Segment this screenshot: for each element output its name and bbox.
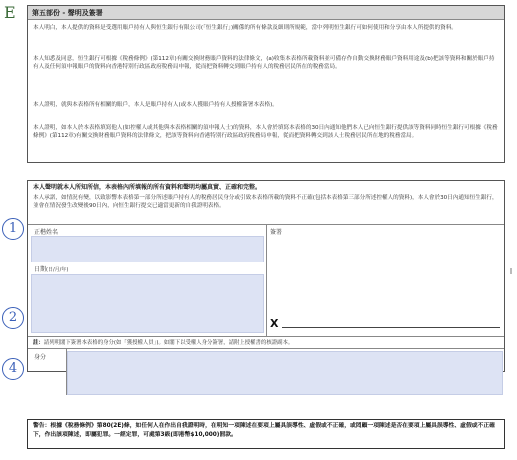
paragraph-consent: 本人知悉及同意，恒生銀行可根據《稅務條例》(第112章)有關交換財務賬戶資料的法律條文，(a)收集本表格所載資料並可備存作自動交換財務賬戶資料用途及(b)把該等資料和關於賬戶持有人及任何須申報賬戶的資料向香港特別行政區政府稅務局申報，從而把資料轉交到賬戶持有人的稅務居民所在的稅務當局。	[33, 56, 495, 71]
paragraph-data-usage: 本人明白，本人提供的資料是受選用賬戶持有人與恒生銀行有限公司(「恒生銀行」)關係的所有條款及細則所規範，當中列明恒生銀行可如何使用和分享由本人所提供的資料。	[33, 25, 457, 31]
section-title: 第五部份 - 聲明及簽署	[28, 6, 504, 20]
paragraph-third-party: 本人證明，如本人於本表格填寫他人(如控權人或其他與本表格相關的須申報人士)的資料，本人會於填寫本表格的30日內通知他們本人已向恒生銀行提供該等資料同時恒生銀行可根據《稅務條例》(第112章)有關交換財務賬戶資料的法律條文，把該等資料向香港特別行政區政府稅務局申報，從而把資料轉交到該人士稅務居民所在地的稅務當局。	[33, 125, 498, 140]
signing-capacity-note	[33, 339, 499, 347]
declaration-undertaking: 本人承諾，如情況有變，以致影響本表格第一部分所述賬戶持有人的稅務居民身分或引致本表格所載的資料不正確(包括本表格第三部分所述控權人的資料)，本人會於30日內通知恒生銀行，並會在情況發生改變後90日內，向恒生銀行提交已適當更新的自我證明表格。	[33, 195, 498, 210]
date-label	[34, 264, 68, 273]
date-format-hint: (日/月/年)	[46, 267, 69, 273]
divider	[28, 348, 504, 349]
edge-mark	[510, 268, 512, 274]
marker-circle-1: 1	[2, 218, 24, 240]
note-prefix: 註：	[33, 340, 44, 346]
divider	[28, 336, 504, 337]
declaration-heading: 本人聲明就本人所知所信，本表格內所填報的所有資料和聲明均屬真實、正確和完整。	[33, 184, 262, 191]
marker-circle-4: 4	[2, 358, 24, 380]
date-label-text: 日期	[34, 266, 47, 273]
capacity-input[interactable]	[67, 351, 503, 395]
signature-line[interactable]	[282, 327, 500, 328]
capacity-label: 身分	[34, 354, 47, 361]
name-label: 正楷姓名	[34, 229, 59, 236]
signature-label: 簽署	[270, 229, 283, 236]
marker-circle-2: 2	[2, 307, 24, 329]
note-text: 請列明閣下簽署本表格的身分(如「獲授權人員」)。如閣下以受權人身分簽署，請附上授權書的核證副本。	[43, 340, 294, 346]
date-input[interactable]	[31, 274, 264, 333]
section-letter: E	[4, 3, 16, 22]
warning-text: 警告：根據《稅務條例》第80(2E)條，如任何人在作出自我證明時，在明知一項陳述在要項上屬具誤導性、虛假或不正確，或罔顧一項陳述是否在要項上屬具誤導性、虛假或不正確下，作出該項陳述，即屬犯罪。一經定罪，可處第3級(即港幣$10,000)罰款。	[33, 423, 495, 438]
signature-mark: X	[270, 317, 279, 330]
paragraph-account-holder: 本人證明，就與本表格所有相關的賬戶，本人是賬戶持有人(或本人獲賬戶持有人授權簽署本表格)。	[33, 102, 278, 108]
divider	[266, 224, 267, 336]
